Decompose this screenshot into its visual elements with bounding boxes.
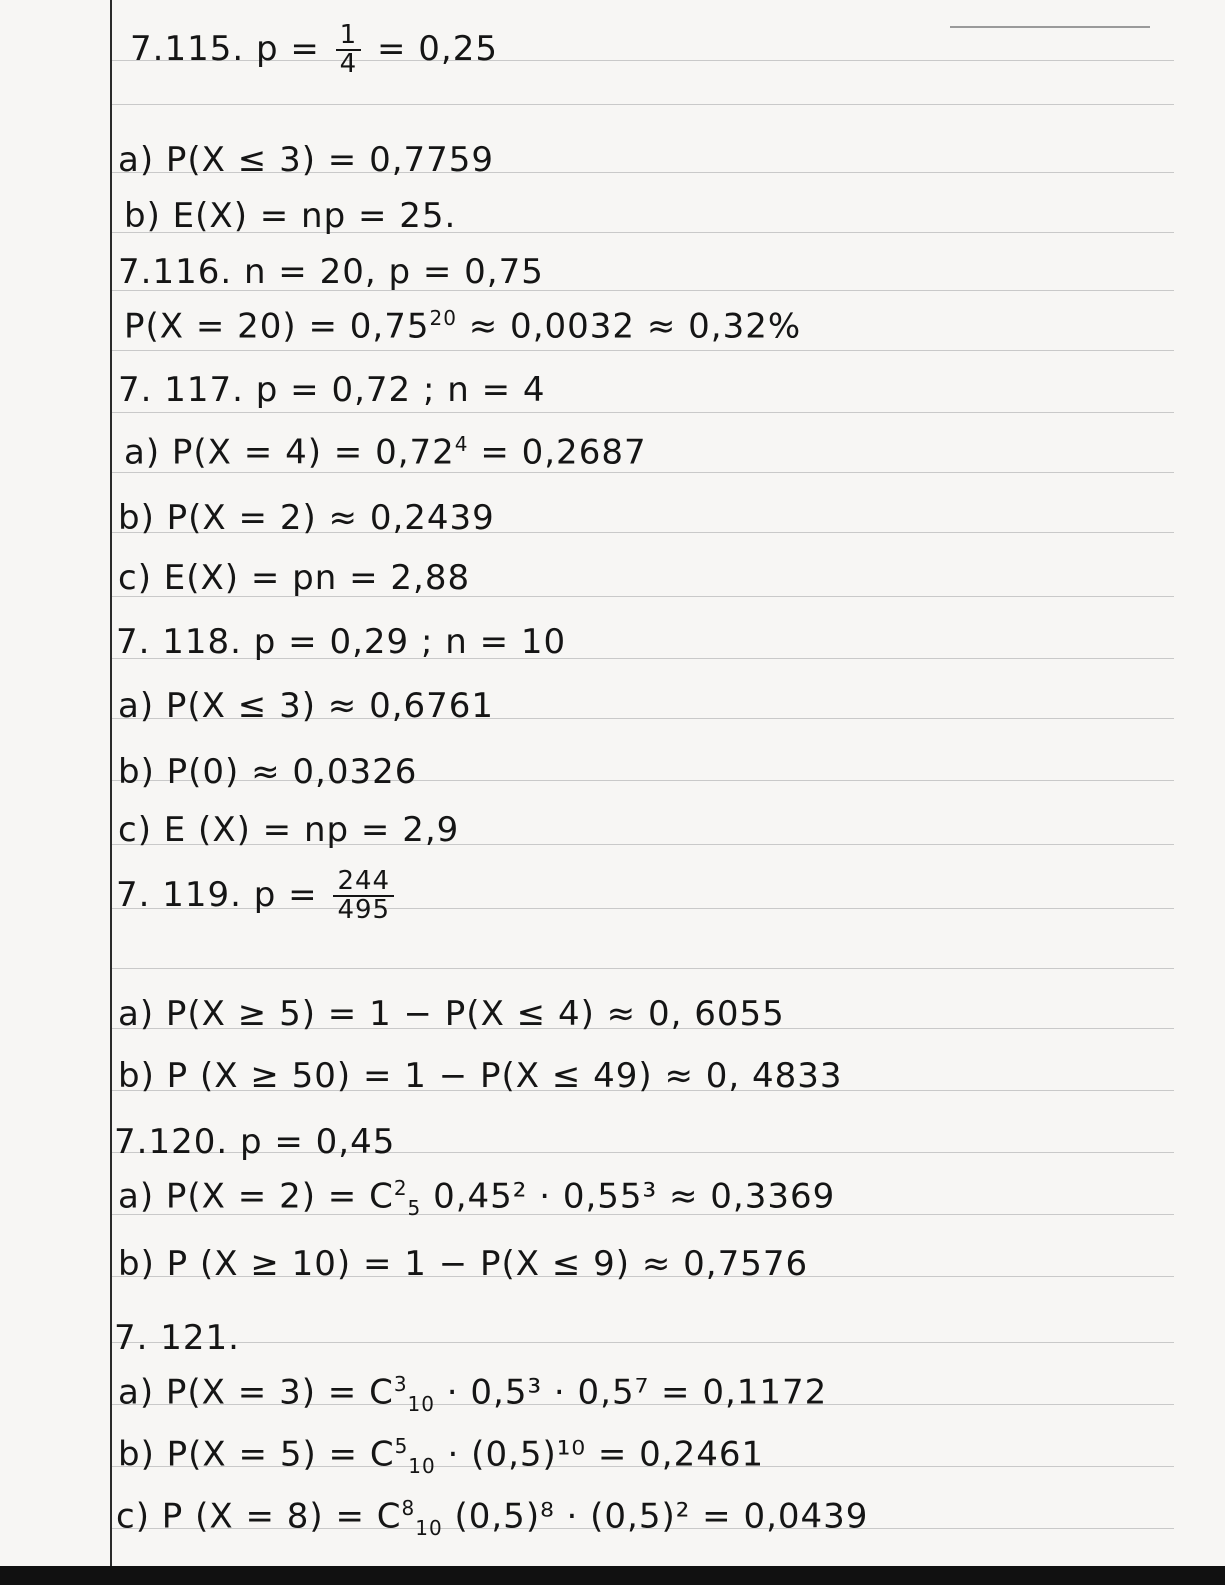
top-right-rule <box>950 26 1150 28</box>
line-b-7-121: b) $P(X = 5) = C^5_{10} \cdot (0,5)^{10} = 0,2461$ <box>118 1434 765 1479</box>
exercise-7-117: 7. 117. p = 0,72 ; n = 4 <box>118 370 546 410</box>
exercise-7-116: 7.116. n = 20, p = 0,75 <box>118 252 544 292</box>
line-a-7-115: a) P(X ≤ 3) = 0,7759 <box>118 140 495 180</box>
line-a-7-121: a) $P(X = 3) = C^3_{10} \cdot 0,5^3 \cdot 0,5^7 = 0,1172$ <box>118 1372 828 1417</box>
line-a-7-117: a) $P(X = 4) = 0,72^4 = 0,2687$ <box>124 432 647 473</box>
line-b-7-120: b) P (X ≥ 10) = 1 − P(X ≤ 9) ≈ 0,7576 <box>118 1244 809 1284</box>
ruled-line <box>112 968 1174 969</box>
fraction: $\frac{244}{495}$ <box>333 868 394 925</box>
line-c-7-121: c) P $(X = 8) = C^8_{10}$ (0,5)⁸ · (0,5)² = 0,0439 <box>116 1496 869 1541</box>
fraction: $\frac{1}{4}$ <box>336 22 362 79</box>
ruled-line <box>112 412 1174 413</box>
line-b-7-119: b) P (X ≥ 50) = 1 − P(X ≤ 49) ≈ 0, 4833 <box>118 1056 843 1096</box>
line-c-7-117: c) E(X) = pn = 2,88 <box>118 558 471 598</box>
page-bottom-edge <box>0 1566 1225 1585</box>
exercise-7-119: 7. 119. p = $\frac{244}{495}$ <box>116 868 398 925</box>
exercise-7-115: 7.115. p = $\frac{1}{4}$ = 0,25 <box>130 20 498 80</box>
exercise-7-120: 7.120. p = 0,45 <box>114 1122 396 1162</box>
line-b-7-115: b) E(X) = np = 25. <box>124 196 457 236</box>
ruled-line <box>112 350 1174 351</box>
line-a-7-118: a) P(X ≤ 3) ≈ 0,6761 <box>118 686 495 726</box>
line-b-7-117: b) P(X = 2) ≈ 0,2439 <box>118 498 495 538</box>
line-a-7-119: a) P(X ≥ 5) = 1 − P(X ≤ 4) ≈ 0, 6055 <box>118 994 785 1034</box>
ruled-line <box>112 104 1174 105</box>
ruled-line <box>112 1342 1174 1343</box>
line-7-116-result: $P(X = 20) = 0,75^{20} \approx 0,0032 \approx 0,32\%$ <box>124 306 802 347</box>
exercise-7-118: 7. 118. p = 0,29 ; n = 10 <box>116 622 567 662</box>
line-b-7-118: b) P(0) ≈ 0,0326 <box>118 752 418 792</box>
line-c-7-118: c) E (X) = np = 2,9 <box>118 810 460 850</box>
line-a-7-120: a) $P(X = 2) = C^2_5$ 0,45² · 0,55³ ≈ 0,3369 <box>118 1176 836 1221</box>
exercise-7-121: 7. 121. <box>114 1318 240 1358</box>
margin-line <box>110 0 112 1585</box>
